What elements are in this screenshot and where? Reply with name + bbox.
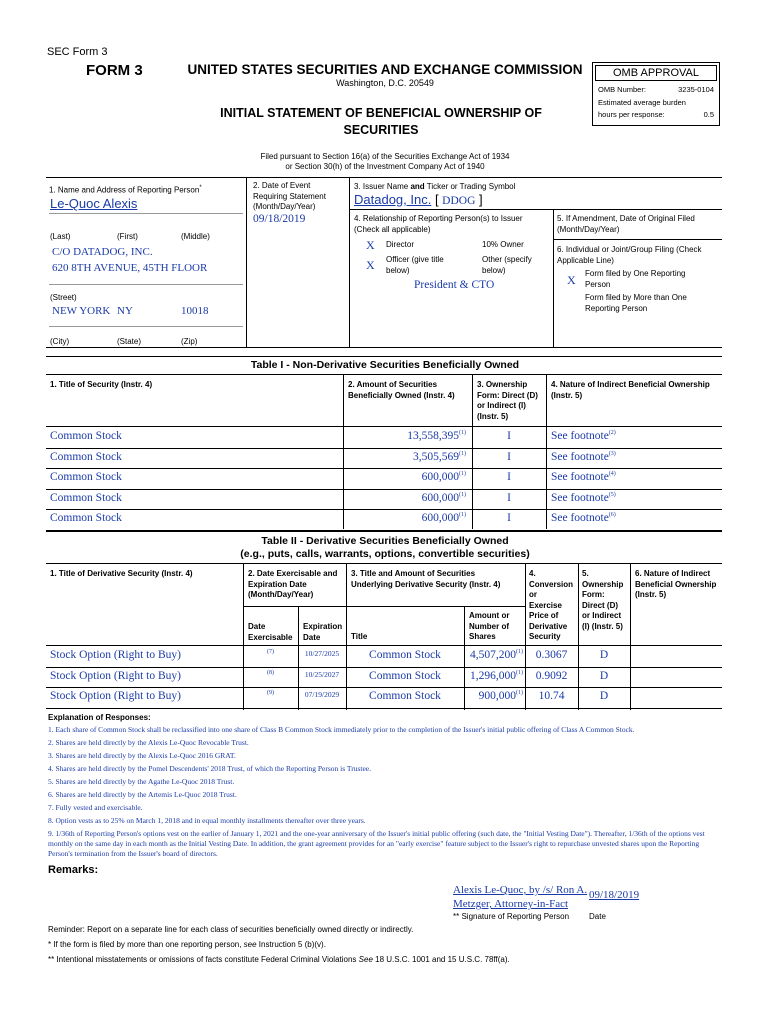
t1-nature: See footnote$^{(6)}$ (551, 512, 616, 524)
t1-row-divider (46, 489, 722, 490)
t2-header-ownership: 5. Ownership Form: Direct (D) or Indirect (I) (Instr. 5) (582, 569, 624, 631)
t1-security-title: Common Stock (50, 512, 122, 524)
t2-header-dates: 2. Date Exercisable and Expiration Date (Month/Day/Year) (248, 569, 338, 599)
reminder-text: Reminder: Report on a separate line for each class of securities beneficially owned directly or indirectly. (48, 925, 414, 934)
t2-underlying-amount: 1,296,000$^{(1)}$ (470, 669, 523, 682)
t2-exercise-price: 10.74 (538, 690, 565, 702)
ticker-symbol: DDOG (442, 195, 476, 207)
t1-amount: 3,505,569$^{(1)}$ (413, 450, 466, 463)
t2-derivative-title: Stock Option (Right to Buy) (50, 690, 181, 702)
multi-person-label: Form filed by More than One Reporting Person (585, 293, 687, 313)
zip-value: 10018 (181, 305, 209, 317)
t2-exercisable-footnote: (8) (267, 669, 274, 676)
t2-header-under-title: Title (351, 632, 368, 641)
t2-derivative-title: Stock Option (Right to Buy) (50, 649, 181, 661)
explanation-item: 8. Option vests as to 25% on March 1, 2018 and in equal monthly installments thereafter over three years. (48, 816, 366, 825)
omb-number-row: OMB Number: 3235-0104 (598, 85, 714, 94)
explanation-item: 1. Each share of Common Stock shall be reclassified into one share of Class B Common Stock immediately prior to the completion of the Issuer's initial public offering of Class A Common Stock. (48, 725, 635, 734)
t1-row-divider (46, 468, 722, 469)
box4-label: 4. Relationship of Reporting Person(s) to Issuer (Check all applicable) (354, 214, 523, 234)
street-label: (Street) (50, 293, 77, 302)
t1-security-title: Common Stock (50, 430, 122, 442)
filed-pursuant: Filed pursuant to Section 16(a) of the Securities Exchange Act of 1934 or Section 30(h) of the Investment Company Act of 1940 (260, 152, 510, 171)
one-person-check[interactable]: X (567, 273, 576, 287)
form-number: FORM 3 (86, 62, 143, 79)
t2-derivative-title: Stock Option (Right to Buy) (50, 669, 181, 682)
t1-amount: 600,000$^{(1)}$ (421, 471, 466, 483)
t2-ownership-form: D (599, 649, 609, 661)
footnote-star: * If the form is filed by more than one reporting person, see Instruction 5 (b)(v). (48, 940, 326, 949)
t1-nature: See footnote$^{(3)}$ (551, 450, 616, 463)
table1-title: Table I - Non-Derivative Securities Beneficially Owned (250, 359, 520, 371)
t2-exercisable-footnote: (9) (267, 690, 274, 696)
t2-header-conversion: 4. Conversion or Exercise Price of Derivative Security (529, 569, 574, 641)
address-line-2: 620 8TH AVENUE, 45TH FLOOR (52, 262, 208, 274)
explanation-list (48, 725, 724, 862)
table2-title: Table II - Derivative Securities Beneficially Owned (e.g., puts, calls, warrants, options, convertible securities) (240, 535, 530, 560)
box6-label: 6. Individual or Joint/Group Filing (Check Applicable Line) (557, 245, 702, 265)
t2-exercise-price: 0.3067 (535, 649, 568, 661)
t2-exercise-price: 0.9092 (535, 669, 568, 682)
ten-percent-owner-label: 10% Owner (482, 240, 524, 249)
t2-header-shares: Amount or Number of Shares (469, 611, 510, 641)
signature-label: ** Signature of Reporting Person (453, 912, 570, 921)
first-label: (First) (117, 232, 138, 241)
director-check[interactable]: X (366, 238, 375, 252)
t2-underlying-amount: 900,000$^{(1)}$ (478, 690, 523, 702)
t1-nature: See footnote$^{(2)}$ (551, 430, 616, 442)
t2-underlying-title: Common Stock (369, 690, 441, 702)
address-line-1: C/O DATADOG, INC. (52, 246, 153, 258)
t2-underlying-amount: 4,507,200$^{(1)}$ (470, 649, 523, 661)
agency-location: Washington, D.C. 20549 (336, 78, 434, 88)
t1-amount: 600,000$^{(1)}$ (421, 512, 466, 524)
t1-security-title: Common Stock (50, 491, 122, 504)
explanation-item: 6. Shares are held directly by the Artemis Le-Quoc 2018 Trust. (48, 790, 237, 799)
box3-label: 3. Issuer Name and Ticker or Trading Symbol (354, 182, 516, 191)
t2-row-divider (46, 708, 722, 709)
state-label: (State) (117, 337, 142, 346)
omb-title: OMB APPROVAL (595, 65, 717, 81)
t2-header-date-exercisable: Date Exercisable (248, 622, 293, 642)
zip-label: (Zip) (181, 337, 198, 346)
t2-header-expiration: Expiration Date (303, 622, 343, 642)
t1-header-title: 1. Title of Security (Instr. 4) (50, 380, 153, 389)
t1-ownership-form: I (507, 491, 511, 504)
explanation-item: 5. Shares are held directly by the Agathe Le-Quoc 2018 Trust. (48, 777, 235, 786)
issuer-line: Datadog, Inc. [ DDOG ] (354, 192, 483, 207)
t1-security-title: Common Stock (50, 471, 122, 483)
omb-hours-row: hours per response: 0.5 (598, 110, 714, 119)
city-label: (City) (50, 337, 70, 346)
footnote-double-star: ** Intentional misstatements or omissions of facts constitute Federal Criminal Violations See 18 U.S.C. 1001 and 15 U.S.C. 78ff(a). (48, 955, 510, 964)
t1-header-amount: 2. Amount of Securities Beneficially Owned (Instr. 4) (348, 380, 455, 400)
t2-expiration-date: 07/19/2029 (304, 690, 340, 699)
agency-title: UNITED STATES SECURITIES AND EXCHANGE COMMISSION (187, 62, 583, 77)
city-value: NEW YORK (52, 305, 111, 317)
t2-ownership-form: D (599, 669, 609, 682)
issuer-name-link[interactable]: Datadog, Inc. (354, 192, 432, 207)
t1-ownership-form: I (507, 450, 511, 463)
reporting-person-name[interactable]: Le-Quoc Alexis (50, 196, 138, 211)
t1-row-divider (46, 509, 722, 510)
t1-header-nature: 4. Nature of Indirect Beneficial Ownership (Instr. 5) (551, 380, 710, 400)
explanation-item: 9. 1/36th of Reporting Person's options vest on the earlier of January 1, 2021 and the one-year anniversary of the Issuer's initial public offering (such date, the "Initial Vesting Date"). Thereafter, 1/36th of the options vest monthly on the same day in each month as the Initial Vesting Date. In addition, the grant agreement provides for an "early exercise" feature subject to the Issuer's right to repurchase unvested shares upon the Reporting Person's termination from the Issuer's board of directors. (48, 829, 705, 858)
t2-header-title: 1. Title of Derivative Security (Instr. 4) (50, 569, 193, 578)
box5-label: 5. If Amendment, Date of Original Filed (Month/Day/Year) (557, 214, 695, 234)
t1-ownership-form: I (507, 512, 511, 524)
box1-label: 1. Name and Address of Reporting Person* (49, 185, 202, 195)
t2-expiration-date: 10/25/2027 (304, 669, 340, 679)
t1-nature: See footnote$^{(4)}$ (551, 471, 616, 483)
t2-underlying-title: Common Stock (369, 669, 441, 682)
t1-ownership-form: I (507, 471, 511, 483)
remarks-label: Remarks: (48, 864, 99, 876)
state-value: NY (117, 305, 133, 317)
explanation-item: 2. Shares are held directly by the Alexis Le-Quoc Revocable Trust. (48, 738, 249, 747)
t1-amount: 600,000$^{(1)}$ (421, 491, 466, 504)
box2-label: 2. Date of Event Requiring Statement (Month/Day/Year) (253, 181, 326, 211)
event-date: 09/18/2019 (253, 213, 306, 225)
t1-nature: See footnote$^{(5)}$ (551, 491, 616, 504)
t1-header-form: 3. Ownership Form: Direct (D) or Indirect (I) (Instr. 5) (477, 380, 538, 421)
explanation-title: Explanation of Responses: (48, 713, 151, 722)
signature-date: 09/18/2019 (589, 889, 640, 901)
t1-row-divider (46, 448, 722, 449)
explanation-item: 4. Shares are held directly by the Pomel Descendents' 2018 Trust, of which the Reporting Person is Trustee. (48, 764, 371, 773)
omb-approval-box (592, 62, 720, 126)
one-person-label: Form filed by One Reporting Person (585, 269, 686, 289)
t2-expiration-date: 10/27/2025 (304, 649, 340, 658)
director-label: Director (386, 240, 415, 249)
t2-ownership-form: D (599, 690, 609, 702)
officer-label: Officer (give title below) (386, 255, 444, 275)
t2-row-divider (46, 667, 722, 668)
t2-row-divider (46, 687, 722, 688)
t2-header-underlying: 3. Title and Amount of Securities Underlying Derivative Security (Instr. 4) (351, 569, 501, 589)
date-label: Date (589, 912, 606, 921)
last-label: (Last) (50, 232, 71, 241)
sec-form-label: SEC Form 3 (47, 46, 108, 58)
signature-name[interactable]: Alexis Le-Quoc, by /s/ Ron A. Metzger, Attorney-in-Fact (453, 884, 588, 910)
middle-label: (Middle) (181, 232, 210, 241)
omb-burden: Estimated average burden (598, 97, 686, 107)
t2-underlying-title: Common Stock (369, 649, 441, 661)
document-title: INITIAL STATEMENT OF BENEFICIAL OWNERSHIP OF SECURITIES (220, 106, 542, 137)
t2-exercisable-footnote: (7) (267, 649, 274, 655)
explanation-item: 3. Shares are held directly by the Alexis Le-Quoc 2016 GRAT. (48, 751, 236, 760)
t1-amount: 13,558,395$^{(1)}$ (407, 430, 466, 442)
officer-check[interactable]: X (366, 258, 375, 272)
other-label: Other (specify below) (482, 255, 532, 275)
t1-ownership-form: I (507, 430, 511, 442)
explanation-item: 7. Fully vested and exercisable. (48, 803, 143, 812)
t1-security-title: Common Stock (50, 450, 122, 463)
t2-header-nature: 6. Nature of Indirect Beneficial Ownership (Instr. 5) (635, 569, 717, 599)
officer-title: President & CTO (414, 279, 495, 291)
